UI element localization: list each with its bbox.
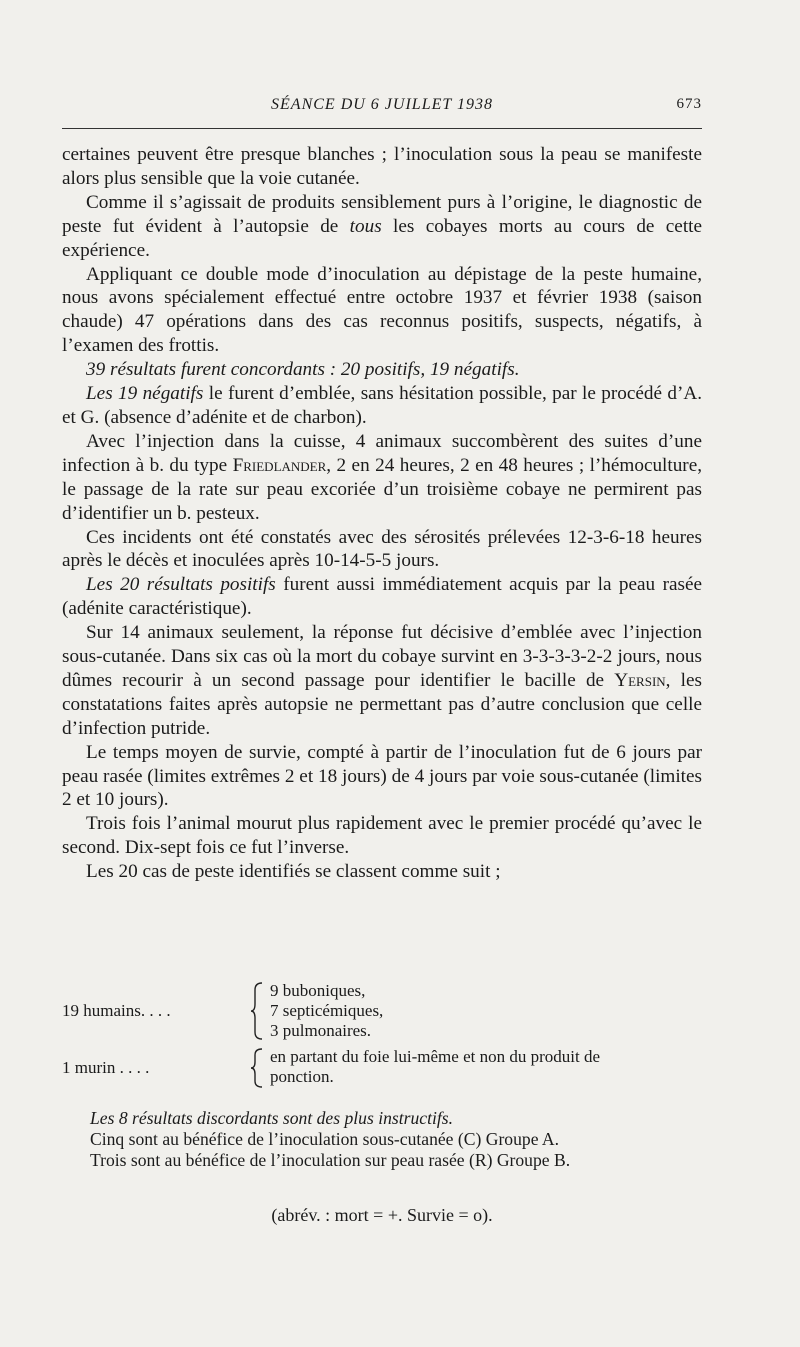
paragraph-5-emphasis: Les 19 négatifs xyxy=(86,383,204,405)
page-number: 673 xyxy=(676,96,702,112)
running-header xyxy=(62,96,702,120)
murin-label: 1 murin . . . . xyxy=(62,1058,150,1077)
murin-row xyxy=(62,1046,702,1090)
paragraph-10: Le temps moyen de survie, compté à partir de l’inoculation fut de 6 jours par peau rasée (limites extrêmes 2 et 18 jours) de 4 jours par voie sous-cutanée (limites 2 et 10 jours). xyxy=(62,741,702,811)
murin-items xyxy=(270,1047,600,1087)
abbreviation-legend: (abrév. : mort = +. Survie = o). xyxy=(271,1205,493,1225)
discordant-results-notes xyxy=(90,1108,702,1172)
paragraph-8 xyxy=(62,573,702,621)
paragraph-9-text-b: , les constatations faites après autopsie ne permettant pas d’autre conclusion que celle d’infection putride. xyxy=(62,669,702,739)
paragraph-2-text-b: les cobayes morts au cours de cette expérience. xyxy=(62,215,702,261)
brace-icon xyxy=(250,982,264,1040)
list-item: 7 septicémiques, xyxy=(270,1001,384,1020)
paragraph-8-emphasis: Les 20 résultats positifs xyxy=(86,574,276,596)
notes-line-2: Trois sont au bénéfice de l’inoculation sur peau rasée (R) Groupe B. xyxy=(90,1150,571,1171)
paragraph-9 xyxy=(62,621,702,741)
paragraph-12: Les 20 cas de peste identifiés se classent comme suit ; xyxy=(86,861,501,883)
paragraph-8-text: furent aussi immédiatement acquis par la peau rasée (adénite caractéristique). xyxy=(62,574,703,620)
case-classification xyxy=(62,980,702,1100)
paragraph-4: 39 résultats furent concordants : 20 positifs, 19 négatifs. xyxy=(86,359,520,381)
body-text xyxy=(62,143,702,884)
paragraph-2-text-a: Comme il s’agissait de produits sensiblement purs à l’origine, le diagnostic de peste fut évident à l’autopsie de xyxy=(62,191,702,237)
running-title: SÉANCE DU 6 JUILLET 1938 xyxy=(271,96,493,113)
paragraph-2 xyxy=(62,191,702,263)
paragraph-6 xyxy=(62,430,702,526)
paragraph-11: Trois fois l’animal mourut plus rapidement avec le premier procédé qu’avec le second. Dix-sept fois ce fut l’inverse. xyxy=(62,813,702,859)
list-item: 3 pulmonaires. xyxy=(270,1021,372,1040)
humains-items xyxy=(270,981,383,1041)
humains-row xyxy=(62,980,702,1042)
list-item: 9 buboniques, xyxy=(270,981,366,1000)
humains-label: 19 humains. . . . xyxy=(62,1001,171,1020)
author-name-yersin: Yersin xyxy=(614,669,666,691)
paragraph-7: Ces incidents ont été constatés avec des sérosités prélevées 12-3-6-18 heures après le décès et inoculées après 10-14-5-5 jours. xyxy=(62,526,702,572)
header-rule xyxy=(62,128,702,129)
notes-heading: Les 8 résultats discordants sont des plus instructifs. xyxy=(90,1108,453,1128)
paragraph-1: certaines peuvent être presque blanches ; l’inoculation sous la peau se manifeste alors plus sensible que la voie cutanée. xyxy=(62,144,702,189)
paragraph-6-text-b: , 2 en 24 heures, 2 en 48 heures ; l’hémoculture, le passage de la rate sur peau excoriée d’un troisième cobaye ne permirent pas d’identifier un b. pesteux. xyxy=(62,454,703,524)
paragraph-6-text-a: Avec l’injection dans la cuisse, 4 animaux succombèrent des suites d’une infection à b. du type xyxy=(62,430,702,476)
list-item: en partant du foie lui-même et non du produit de xyxy=(270,1047,600,1066)
paragraph-9-text-a: Sur 14 animaux seulement, la réponse fut décisive d’emblée avec l’injection sous-cutanée. Dans six cas où la mort du cobaye survint en 3-3-3-3-2-2 jours, nous dûmes recourir à un second passage pour identifier le bacille de xyxy=(62,622,702,691)
paragraph-5-text: le furent d’emblée, sans hésitation possible, par le procédé d’A. et G. (absence d’adénite et de charbon). xyxy=(62,383,702,428)
paragraph-2-emphasis: tous xyxy=(349,215,382,237)
list-item: ponction. xyxy=(270,1067,334,1086)
notes-line-1: Cinq sont au bénéfice de l’inoculation sous-cutanée (C) Groupe A. xyxy=(90,1129,560,1150)
paragraph-5 xyxy=(62,382,702,430)
brace-icon xyxy=(250,1048,264,1088)
paragraph-3: Appliquant ce double mode d’inoculation au dépistage de la peste humaine, nous avons spécialement effectué entre octobre 1937 et février 1938 (saison chaude) 47 opérations dans des cas reconnus positifs, suspects, négatifs, à l’examen des frottis. xyxy=(62,263,702,357)
author-name-friedlander: Friedlander xyxy=(232,454,327,476)
